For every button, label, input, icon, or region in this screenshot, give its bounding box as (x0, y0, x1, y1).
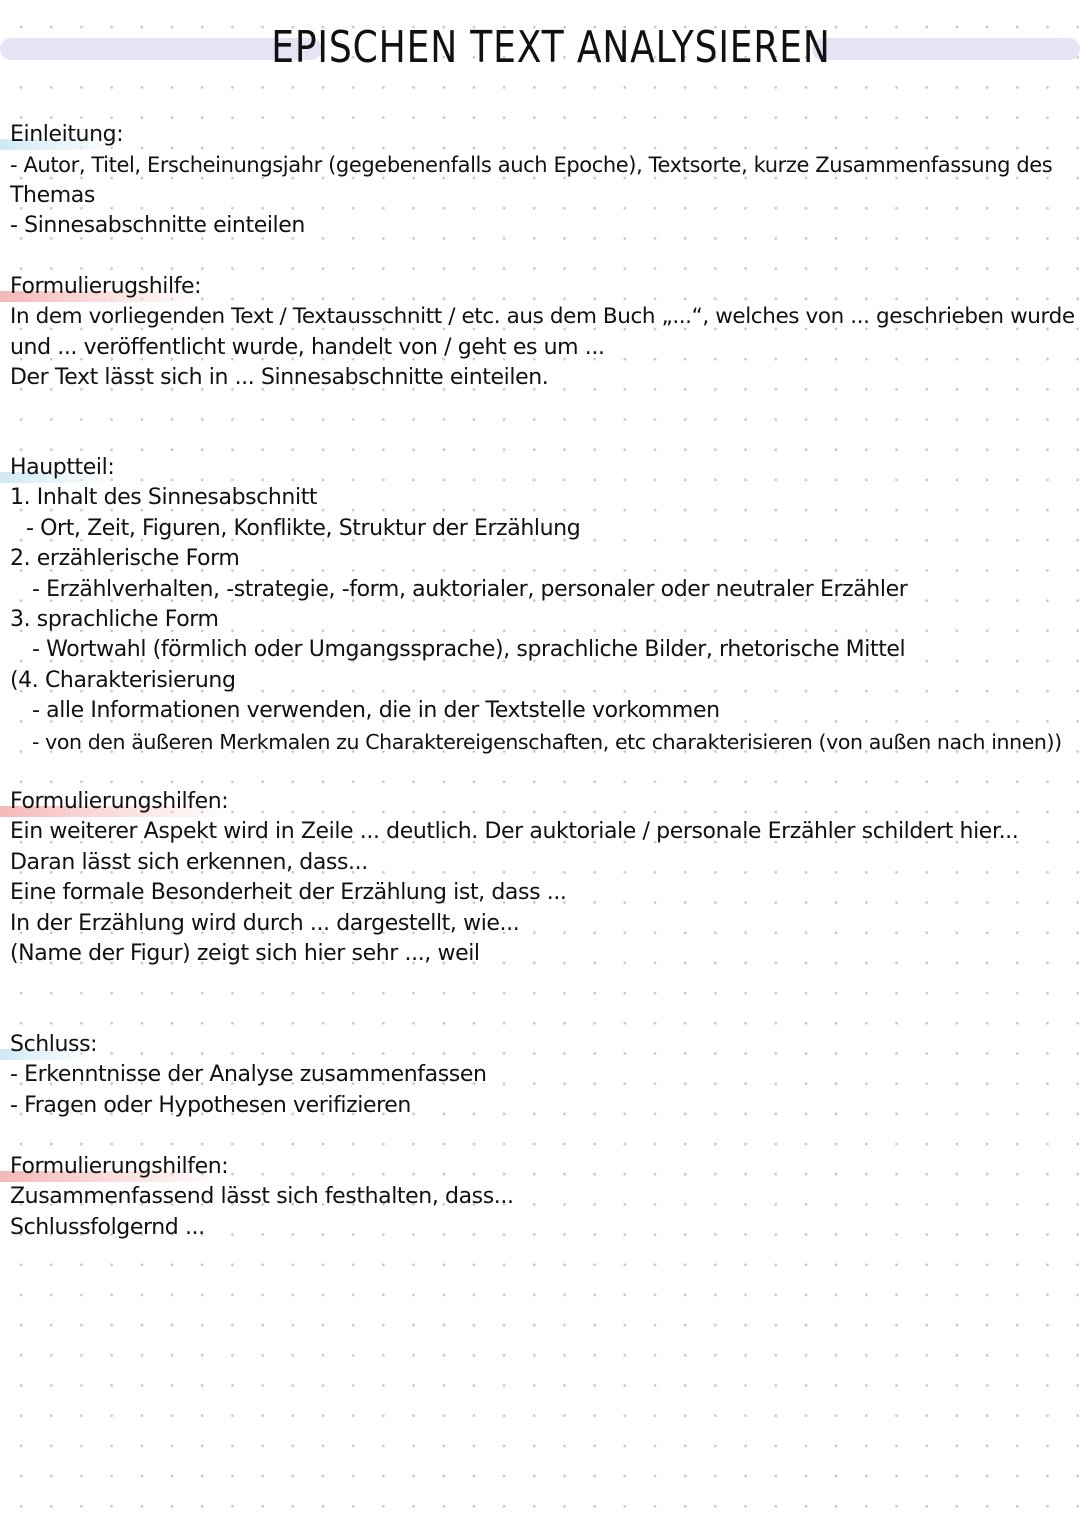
section-hauptteil (10, 453, 1075, 757)
text-line: - Autor, Titel, Erscheinungsjahr (gegebenenfalls auch Epoche), Textsorte, kurze Zusammenfassung des (10, 153, 1053, 178)
text-line: Eine formale Besonderheit der Erzählung ist, dass ... (10, 880, 567, 906)
list-item: (4. Charakterisierung (10, 667, 236, 693)
text-line: In dem vorliegenden Text / Textausschnitt / etc. aus dem Buch „...“, welches von ... geschrieben wurde (10, 304, 1075, 330)
text-line: Daran lässt sich erkennen, dass... (10, 849, 368, 875)
text-line: Der Text lässt sich in ... Sinnesabschnitte einteilen. (10, 365, 549, 391)
list-item: - alle Informationen verwenden, die in der Textstelle vorkommen (32, 698, 720, 724)
text-line: - Fragen oder Hypothesen verifizieren (10, 1092, 411, 1118)
list-item: 3. sprachliche Form (10, 606, 219, 632)
list-item: 1. Inhalt des Sinnesabschnitt (10, 485, 318, 511)
list-item: 2. erzählerische Form (10, 546, 240, 572)
page-title: EPISCHEN TEXT ANALYSIEREN (271, 22, 831, 73)
heading-formulierungshilfe: Formulierugshilfe: (10, 272, 201, 302)
text-line: Schlussfolgernd ... (10, 1214, 205, 1240)
text-line: Ein weiterer Aspekt wird in Zeile ... deutlich. Der auktoriale / personale Erzähler schildert hier... (10, 819, 1019, 845)
list-item: - Ort, Zeit, Figuren, Konflikte, Struktur der Erzählung (26, 515, 581, 541)
section-schluss (10, 1030, 1075, 1121)
heading-hauptteil: Hauptteil: (10, 453, 114, 483)
heading-einleitung: Einleitung: (10, 120, 123, 150)
heading-formulierungshilfen: Formulierungshilfen: (10, 787, 228, 817)
text-line: und ... veröffentlicht wurde, handelt von / geht es um ... (10, 334, 605, 360)
section-formulierungshilfen-hauptteil (10, 787, 1075, 969)
section-einleitung (10, 120, 1075, 242)
text-line: Zusammenfassend lässt sich festhalten, dass... (10, 1184, 514, 1210)
section-formulierungshilfe-einleitung (10, 272, 1075, 394)
list-item: - Erzählverhalten, -strategie, -form, auktorialer, personaler oder neutraler Erzähler (32, 576, 908, 602)
text-line: In der Erzählung wird durch ... dargestellt, wie... (10, 910, 520, 936)
text-line: - Erkenntnisse der Analyse zusammenfassen (10, 1062, 487, 1088)
heading-formulierungshilfen: Formulierungshilfen: (10, 1152, 228, 1182)
heading-schluss: Schluss: (10, 1030, 97, 1060)
section-formulierungshilfen-schluss (10, 1152, 1075, 1243)
text-line: - Sinnesabschnitte einteilen (10, 213, 305, 239)
text-line: Themas (10, 182, 95, 208)
list-item: - von den äußeren Merkmalen zu Charaktereigenschaften, etc charakterisieren (von außen nach innen)) (32, 729, 1062, 754)
list-item: - Wortwahl (förmlich oder Umgangssprache), sprachliche Bilder, rhetorische Mittel (32, 637, 906, 663)
text-line: (Name der Figur) zeigt sich hier sehr ..., weil (10, 940, 480, 966)
